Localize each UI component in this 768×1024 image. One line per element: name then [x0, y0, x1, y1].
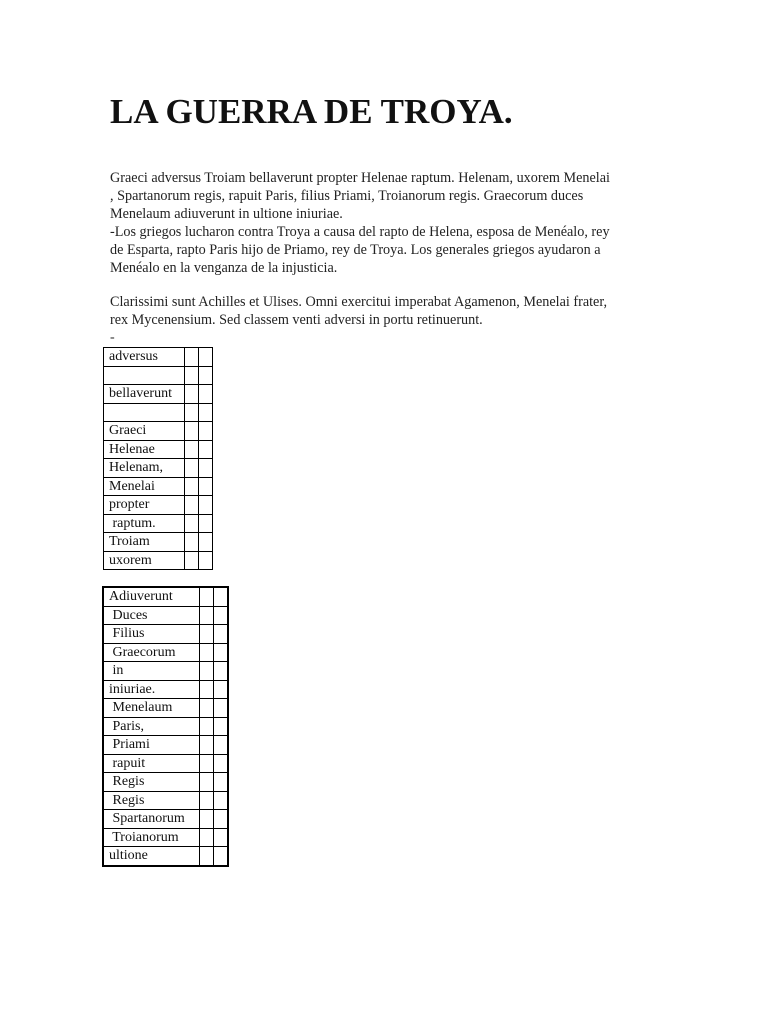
blank-cell [214, 828, 228, 847]
table-row [104, 699, 228, 718]
dash-marker: - [110, 330, 115, 345]
blank-cell [200, 773, 214, 792]
text-line: Graeci adversus Troiam bellaverunt propter Helenae raptum. Helenam, uxorem Menelai [110, 170, 610, 186]
word-cell: Troianorum [104, 828, 200, 847]
blank-cell [185, 385, 199, 404]
table-row [104, 828, 228, 847]
blank-cell [199, 403, 213, 422]
blank-cell [200, 680, 214, 699]
blank-cell [214, 625, 228, 644]
blank-cell [199, 533, 213, 552]
blank-cell [199, 459, 213, 478]
word-cell: uxorem [104, 551, 185, 570]
word-cell: raptum. [104, 514, 185, 533]
blank-cell [214, 773, 228, 792]
word-cell: propter [104, 496, 185, 515]
table-row [104, 551, 213, 570]
blank-cell [199, 366, 213, 385]
blank-cell [200, 810, 214, 829]
blank-cell [185, 459, 199, 478]
table-row [104, 625, 228, 644]
word-cell: in [104, 662, 200, 681]
blank-cell [185, 514, 199, 533]
word-cell: rapuit [104, 754, 200, 773]
table-row [104, 606, 228, 625]
blank-cell [214, 754, 228, 773]
word-cell [104, 366, 185, 385]
table-row [104, 514, 213, 533]
blank-cell [185, 496, 199, 515]
word-cell: Priami [104, 736, 200, 755]
word-cell: Troiam [104, 533, 185, 552]
vocab-table-1 [103, 347, 213, 570]
blank-cell [200, 662, 214, 681]
word-cell: Menelaum [104, 699, 200, 718]
table-row [104, 422, 213, 441]
table-row [104, 385, 213, 404]
table-row [104, 533, 213, 552]
text-line: Clarissimi sunt Achilles et Ulises. Omni exercitui imperabat Agamenon, Menelai frater, [110, 294, 608, 310]
blank-cell [199, 551, 213, 570]
table-row [104, 348, 213, 367]
word-cell: Graecorum [104, 643, 200, 662]
text-line: de Esparta, rapto Paris hijo de Priamo, rey de Troya. Los generales griegos ayudaron a [110, 242, 601, 258]
word-cell: ultione [104, 847, 200, 866]
blank-cell [214, 680, 228, 699]
blank-cell [214, 606, 228, 625]
table-row [104, 459, 213, 478]
blank-cell [214, 588, 228, 607]
blank-cell [200, 643, 214, 662]
blank-cell [200, 736, 214, 755]
blank-cell [199, 422, 213, 441]
word-cell: Regis [104, 773, 200, 792]
blank-cell [200, 699, 214, 718]
blank-cell [214, 643, 228, 662]
blank-cell [200, 588, 214, 607]
blank-cell [200, 791, 214, 810]
word-cell: Adiuverunt [104, 588, 200, 607]
blank-cell [214, 736, 228, 755]
blank-cell [200, 606, 214, 625]
blank-cell [199, 477, 213, 496]
blank-cell [199, 440, 213, 459]
word-cell: Regis [104, 791, 200, 810]
word-cell: adversus [104, 348, 185, 367]
blank-cell [200, 754, 214, 773]
table-row [104, 680, 228, 699]
word-cell: iniuriae. [104, 680, 200, 699]
word-cell [104, 403, 185, 422]
blank-cell [185, 477, 199, 496]
table-row [104, 440, 213, 459]
word-cell: Graeci [104, 422, 185, 441]
table-row [104, 477, 213, 496]
table-row [104, 847, 228, 866]
word-cell: Duces [104, 606, 200, 625]
blank-cell [185, 403, 199, 422]
text-line: -Los griegos lucharon contra Troya a causa del rapto de Helena, esposa de Menéalo, rey [110, 224, 610, 240]
table-row [104, 810, 228, 829]
table-row [104, 662, 228, 681]
text-line: rex Mycenensium. Sed classem venti adversi in portu retinuerunt. [110, 312, 483, 328]
table-row [104, 754, 228, 773]
blank-cell [214, 717, 228, 736]
blank-cell [200, 717, 214, 736]
blank-cell [214, 699, 228, 718]
word-cell: Helenae [104, 440, 185, 459]
word-cell: bellaverunt [104, 385, 185, 404]
table-row [104, 791, 228, 810]
blank-cell [200, 828, 214, 847]
table-row [104, 496, 213, 515]
table-row [104, 588, 228, 607]
table-row [104, 403, 213, 422]
text-line: Menelaum adiuverunt in ultione iniuriae. [110, 206, 343, 222]
paragraph-heroes [110, 293, 670, 329]
paragraph-intro [110, 169, 670, 277]
blank-cell [200, 625, 214, 644]
table-row [104, 643, 228, 662]
blank-cell [185, 422, 199, 441]
blank-cell [199, 496, 213, 515]
table-row [104, 366, 213, 385]
table-row [104, 717, 228, 736]
word-cell: Paris, [104, 717, 200, 736]
text-line: Menéalo en la venganza de la injusticia. [110, 260, 338, 276]
table-row [104, 773, 228, 792]
blank-cell [214, 662, 228, 681]
blank-cell [185, 366, 199, 385]
blank-cell [214, 791, 228, 810]
word-cell: Spartanorum [104, 810, 200, 829]
text-line: , Spartanorum regis, rapuit Paris, filius Priami, Troianorum regis. Graecorum duces [110, 188, 584, 204]
blank-cell [214, 810, 228, 829]
vocab-table-2 [103, 587, 228, 866]
word-cell: Filius [104, 625, 200, 644]
table-row [104, 736, 228, 755]
word-cell: Menelai [104, 477, 185, 496]
page-title: LA GUERRA DE TROYA. [110, 92, 513, 131]
blank-cell [199, 385, 213, 404]
blank-cell [185, 440, 199, 459]
blank-cell [200, 847, 214, 866]
blank-cell [199, 514, 213, 533]
blank-cell [185, 551, 199, 570]
blank-cell [214, 847, 228, 866]
blank-cell [185, 348, 199, 367]
blank-cell [199, 348, 213, 367]
word-cell: Helenam, [104, 459, 185, 478]
blank-cell [185, 533, 199, 552]
